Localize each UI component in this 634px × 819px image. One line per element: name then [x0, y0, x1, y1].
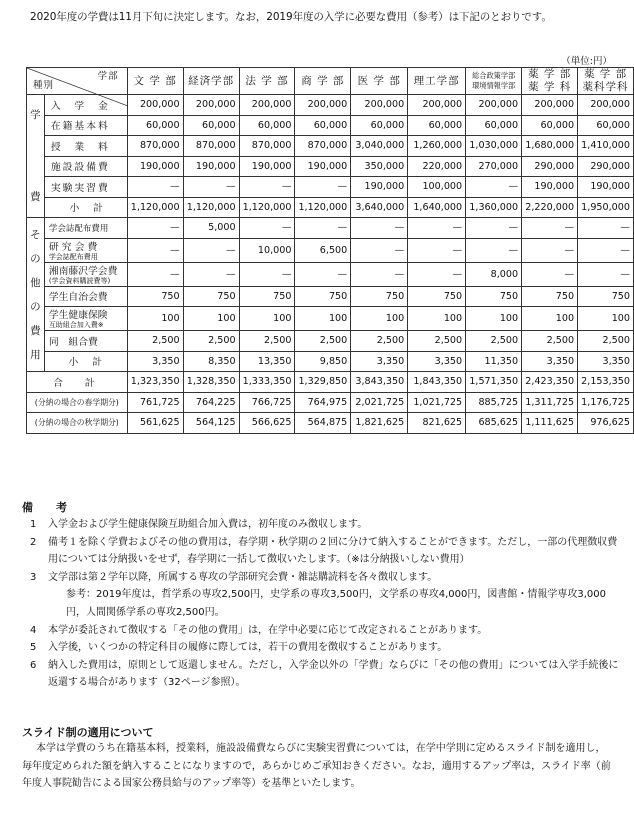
table-row: [27, 238, 634, 262]
table-row: [27, 115, 634, 136]
slide-system-title: スライド制の適用について: [22, 726, 154, 739]
row-label: [44, 238, 127, 262]
fee-value: 3,350: [127, 351, 183, 372]
fee-value: 870,000: [239, 136, 295, 157]
fee-value: 1,120,000: [127, 197, 183, 218]
fee-value: 566,625: [239, 413, 295, 434]
total-label: (分納の場合の秋学期分): [27, 413, 128, 434]
fee-value: 564,125: [183, 413, 239, 434]
fee-value: 100: [351, 307, 408, 331]
fee-value: 2,500: [578, 331, 634, 352]
fee-value: 190,000: [239, 156, 295, 177]
fee-value: 1,571,350: [466, 372, 522, 393]
corner-type-label: 種別: [33, 80, 55, 91]
fee-value: 1,311,725: [522, 392, 578, 413]
fee-value: 1,120,000: [183, 197, 239, 218]
fee-value: 1,260,000: [408, 136, 466, 157]
fee-value: 60,000: [351, 115, 408, 136]
fee-value: —: [466, 177, 522, 198]
note-number: 5: [30, 642, 37, 654]
fee-table: [26, 67, 634, 434]
category-char: の: [30, 252, 41, 265]
fee-value: —: [127, 218, 183, 239]
fee-value: 60,000: [239, 115, 295, 136]
fee-value: —: [466, 238, 522, 262]
fee-value: 1,030,000: [466, 136, 522, 157]
fee-value: 290,000: [578, 156, 634, 177]
fee-value: 870,000: [127, 136, 183, 157]
row-label: 施設設備費: [44, 156, 127, 177]
fee-value: —: [408, 218, 466, 239]
note-item: [30, 586, 620, 621]
fee-value: 60,000: [295, 115, 351, 136]
fee-value: 870,000: [183, 136, 239, 157]
fee-value: 2,500: [466, 331, 522, 352]
note-item: [30, 569, 620, 587]
fee-value: 100: [183, 307, 239, 331]
corner-faculty-label: 学部: [97, 71, 119, 82]
fee-value: 2,153,350: [578, 372, 634, 393]
table-row: [27, 286, 634, 307]
fee-value: —: [408, 262, 466, 286]
fee-value: 1,120,000: [295, 197, 351, 218]
fee-value: —: [578, 238, 634, 262]
fee-value: 1,640,000: [408, 197, 466, 218]
fee-value: 2,021,725: [351, 392, 408, 413]
fee-value: 190,000: [351, 177, 408, 198]
fee-value: 1,360,000: [466, 197, 522, 218]
faculty-header: 薬 学 部 薬科学科: [578, 68, 634, 95]
fee-value: 2,500: [183, 331, 239, 352]
fee-value: 2,500: [522, 331, 578, 352]
row-label: [44, 286, 127, 307]
faculty-header: 薬 学 部 薬 学 科: [522, 68, 578, 95]
fee-value: 3,350: [578, 351, 634, 372]
fee-value: 2,500: [351, 331, 408, 352]
row-label-main: 湘南藤沢学会費: [48, 265, 118, 277]
row-label-sub: 学会誌配布費用: [48, 252, 98, 261]
fee-value: 3,040,000: [351, 136, 408, 157]
fee-value: 750: [351, 286, 408, 307]
fee-value: 60,000: [578, 115, 634, 136]
fee-value: 2,500: [239, 331, 295, 352]
fee-value: 350,000: [351, 156, 408, 177]
row-label: [44, 218, 127, 239]
fee-value: 764,975: [295, 392, 351, 413]
note-text: 備考１を除く学費およびその他の費用は，春学期・秋学期の２回に分けて納入することができます。ただし，一部の代理徴収費用については分納扱いをせず，春学期に一括して徴収いたします。（※は分納扱いしない費用）: [48, 536, 618, 566]
row-label: 在籍基本料: [44, 115, 127, 136]
fee-value: 200,000: [408, 95, 466, 116]
fee-value: 564,875: [295, 413, 351, 434]
fee-value: 766,725: [239, 392, 295, 413]
total-label: 合 計: [27, 372, 128, 393]
fee-value: 1,328,350: [183, 372, 239, 393]
row-label-main: 学生自治会費: [48, 292, 108, 304]
category-char: そ: [30, 228, 41, 241]
table-row: [27, 218, 634, 239]
row-label-main: 学生健康保険: [48, 310, 108, 321]
fee-value: 60,000: [466, 115, 522, 136]
fee-value: 821,625: [408, 413, 466, 434]
fee-value: —: [127, 262, 183, 286]
fee-value: 870,000: [295, 136, 351, 157]
notes-list: [30, 516, 620, 692]
row-label: [44, 307, 127, 331]
note-text: 入学金および学生健康保険互助組合加入費は，初年度のみ徴収します。: [48, 519, 368, 530]
note-number: 3: [30, 571, 37, 583]
fee-value: 761,725: [127, 392, 183, 413]
fee-value: 11,350: [466, 351, 522, 372]
total-label: (分納の場合の春学期分): [27, 392, 128, 413]
fee-value: 976,625: [578, 413, 634, 434]
row-label: 実験実習費: [44, 177, 127, 198]
fee-value: 100: [466, 307, 522, 331]
table-row: [27, 372, 634, 393]
fee-value: 100: [522, 307, 578, 331]
fee-value: 1,120,000: [239, 197, 295, 218]
fee-value: 1,333,350: [239, 372, 295, 393]
fee-value: 1,843,350: [408, 372, 466, 393]
fee-value: 100,000: [408, 177, 466, 198]
fee-value: 200,000: [295, 95, 351, 116]
category-char: の: [30, 300, 41, 313]
fee-value: 220,000: [408, 156, 466, 177]
note-item: [30, 516, 620, 534]
row-label-main: 小 計: [68, 357, 104, 369]
fee-value: 100: [295, 307, 351, 331]
fee-value: —: [239, 177, 295, 198]
tuition-section: [27, 95, 634, 218]
fee-value: 1,410,000: [578, 136, 634, 157]
row-label: 小 計: [44, 197, 127, 218]
fee-value: 60,000: [408, 115, 466, 136]
faculty-header: 総合政策学部 環境情報学部: [466, 68, 522, 95]
note-text: 本学が委託されて徴収する「その他の費用」は，在学中必要に応じて改定されることがあります。: [48, 624, 488, 636]
category-label: [27, 95, 45, 218]
header-row: [27, 68, 634, 95]
fee-value: 13,350: [239, 351, 295, 372]
fee-value: 100: [127, 307, 183, 331]
fee-value: 750: [239, 286, 295, 307]
fee-value: —: [239, 262, 295, 286]
notes-title: 備 考: [22, 501, 73, 514]
row-label-main: 学会誌配布費用: [48, 223, 109, 234]
fee-value: 750: [183, 286, 239, 307]
fee-value: 290,000: [522, 156, 578, 177]
fee-value: 750: [408, 286, 466, 307]
fee-value: 190,000: [578, 177, 634, 198]
fee-value: 100: [408, 307, 466, 331]
slide-system-body: 本学は学費のうち在籍基本料，授業料，施設設備費ならびに実験実習費については，在学中学則に定めるスライド制を適用し，毎年度定められた額を納入することになりますので，あらかじめご承知おきください。なお，適用するアップ率は，スライド率（前年度人事院勧告による国家公務員給与のアップ率等）を基準といたします。: [22, 743, 611, 790]
fee-value: 1,680,000: [522, 136, 578, 157]
fee-value: 200,000: [183, 95, 239, 116]
table-row: [27, 331, 634, 352]
fee-value: —: [522, 238, 578, 262]
fee-value: 200,000: [239, 95, 295, 116]
fee-value: 1,021,725: [408, 392, 466, 413]
fee-value: —: [295, 262, 351, 286]
fee-value: 750: [522, 286, 578, 307]
fee-value: 3,350: [408, 351, 466, 372]
fee-value: 750: [295, 286, 351, 307]
note-item: [30, 657, 620, 692]
table-row: [27, 156, 634, 177]
table-row: [27, 136, 634, 157]
fee-value: 9,850: [295, 351, 351, 372]
fee-value: 764,225: [183, 392, 239, 413]
fee-value: —: [351, 238, 408, 262]
fee-value: —: [522, 218, 578, 239]
note-item: [30, 622, 620, 640]
fee-value: 750: [127, 286, 183, 307]
table-row: [27, 392, 634, 413]
category-char: 他: [30, 276, 41, 289]
note-number: 6: [30, 659, 37, 671]
fee-value: —: [183, 238, 239, 262]
category-char: 学: [30, 109, 41, 121]
row-label: 入 学 金: [44, 95, 127, 116]
category-char: 用: [30, 348, 41, 361]
fee-value: 2,220,000: [522, 197, 578, 218]
category-char: 費: [30, 324, 41, 337]
fee-value: —: [351, 262, 408, 286]
intro-text: 2020年度の学費は11月下旬に決定します。なお，2019年度の入学に必要な費用（参考）は下記のとおりです。: [30, 11, 552, 23]
fee-value: 200,000: [522, 95, 578, 116]
note-text: 納入した費用は，原則として返還しません。ただし，入学金以外の「学費」ならびに「その他の費用」については入学手続後に返還する場合があります（32ページ参照）。: [48, 659, 619, 689]
category-label: [27, 218, 45, 372]
fee-value: —: [522, 262, 578, 286]
row-label: [44, 351, 127, 372]
totals-section: [27, 372, 634, 434]
fee-value: 1,950,000: [578, 197, 634, 218]
fee-value: 3,350: [522, 351, 578, 372]
fee-value: 100: [239, 307, 295, 331]
note-number: 4: [30, 624, 37, 636]
row-label: [44, 331, 127, 352]
fee-value: 270,000: [466, 156, 522, 177]
fee-value: 2,500: [295, 331, 351, 352]
note-text: 入学後，いくつかの特定科目の履修に際しては，若干の費用を徴収することがあります。: [48, 642, 448, 654]
fee-value: 3,350: [351, 351, 408, 372]
fee-value: —: [295, 177, 351, 198]
fee-value: —: [578, 262, 634, 286]
row-label-sub: 互助組合加入費※: [48, 321, 104, 329]
fee-value: 200,000: [578, 95, 634, 116]
fee-value: 60,000: [183, 115, 239, 136]
table-row: [27, 307, 634, 331]
faculty-header: 商 学 部: [295, 68, 351, 95]
fee-value: —: [466, 218, 522, 239]
table-row: [27, 177, 634, 198]
fee-value: —: [578, 218, 634, 239]
fee-value: 2,500: [127, 331, 183, 352]
fee-value: 190,000: [127, 156, 183, 177]
fee-value: 1,111,625: [522, 413, 578, 434]
row-label: 授 業 料: [44, 136, 127, 157]
fee-value: —: [183, 262, 239, 286]
note-text: 文学部は第２学年以降，所属する専攻の学部研究会費・雑誌購読料を各々徴収します。: [48, 571, 438, 583]
faculty-header: 文 学 部: [127, 68, 183, 95]
fee-value: 190,000: [295, 156, 351, 177]
fee-value: 1,176,725: [578, 392, 634, 413]
note-item: [30, 534, 620, 569]
row-label-sub: (学会資料購読費等): [48, 276, 111, 285]
fee-value: 8,000: [466, 262, 522, 286]
table-row: [27, 197, 634, 218]
fee-value: —: [295, 218, 351, 239]
table-row: [27, 262, 634, 286]
table-row: [27, 413, 634, 434]
category-char: 費: [30, 191, 41, 203]
fee-value: 100: [578, 307, 634, 331]
fee-value: —: [183, 177, 239, 198]
fee-value: 200,000: [127, 95, 183, 116]
fee-value: 2,500: [408, 331, 466, 352]
fee-value: 5,000: [183, 218, 239, 239]
fee-value: 3,640,000: [351, 197, 408, 218]
fee-value: 190,000: [522, 177, 578, 198]
fee-value: 200,000: [351, 95, 408, 116]
fee-value: 6,500: [295, 238, 351, 262]
fee-value: 685,625: [466, 413, 522, 434]
faculty-header: 理工学部: [408, 68, 466, 95]
fee-value: 60,000: [127, 115, 183, 136]
fee-value: —: [351, 218, 408, 239]
row-label-main: 研 究 会 費: [48, 241, 98, 253]
faculty-header: 経済学部: [183, 68, 239, 95]
fee-value: —: [127, 177, 183, 198]
row-label: [44, 262, 127, 286]
fee-value: 10,000: [239, 238, 295, 262]
fee-value: 60,000: [522, 115, 578, 136]
fee-value: 1,821,625: [351, 413, 408, 434]
note-number: 1: [30, 519, 37, 530]
note-number: [48, 586, 66, 621]
fee-value: 200,000: [466, 95, 522, 116]
faculty-header: 法 学 部: [239, 68, 295, 95]
fee-value: —: [239, 218, 295, 239]
row-label-main: 同 組合費: [48, 336, 98, 348]
note-number: 2: [30, 536, 37, 548]
fee-value: 561,625: [127, 413, 183, 434]
fee-value: 1,329,850: [295, 372, 351, 393]
faculty-header: 医 学 部: [351, 68, 408, 95]
fee-value: 2,423,350: [522, 372, 578, 393]
table-corner: [27, 68, 128, 95]
note-item: [30, 639, 620, 657]
fee-value: 8,350: [183, 351, 239, 372]
fee-value: 750: [466, 286, 522, 307]
fee-value: 1,323,350: [127, 372, 183, 393]
table-row: [27, 351, 634, 372]
fee-value: —: [408, 238, 466, 262]
fee-value: 885,725: [466, 392, 522, 413]
note-text: 参考：2019年度は，哲学系の専攻2,500円，史学系の専攻3,500円，文学系の専攻4,000円，図書館・情報学専攻3,000円，人間関係学系の専攻2,500円。: [66, 589, 606, 618]
unit-label: （単位:円）: [561, 56, 612, 67]
fee-value: 190,000: [183, 156, 239, 177]
fee-value: 3,843,350: [351, 372, 408, 393]
fee-value: —: [127, 238, 183, 262]
other-fees-section: [27, 218, 634, 372]
fee-value: 750: [578, 286, 634, 307]
